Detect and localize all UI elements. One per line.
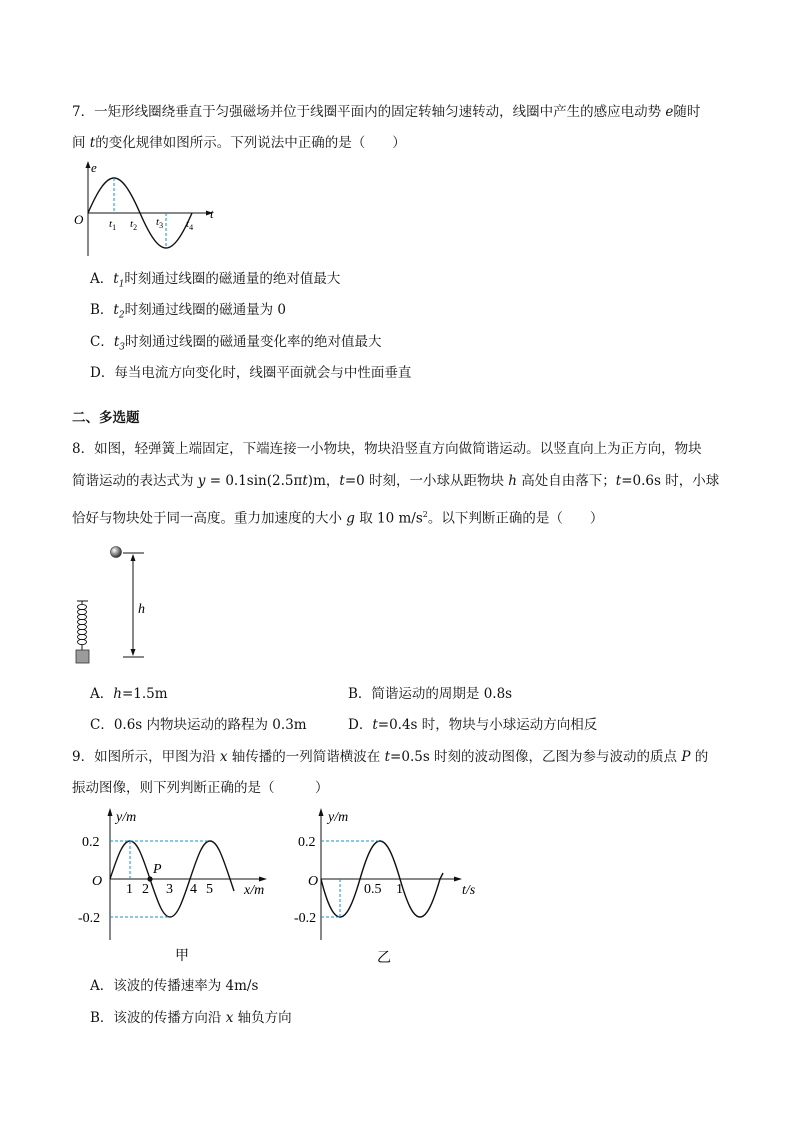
y-axis-label: y/m <box>116 810 137 825</box>
q8-option-b[interactable]: B．简谐运动的周期是 0.8s <box>348 686 513 702</box>
height-label: h <box>138 602 145 617</box>
q7-option-b[interactable]: B．$t_2$时刻通过线圈的磁通量为 0 <box>90 302 286 321</box>
caption-jia: 甲 <box>175 949 189 964</box>
tick-t4: $t_4$ <box>186 218 194 232</box>
tick-t3: $t_3$ <box>156 216 164 230</box>
x-tick-2: 2 <box>142 882 149 897</box>
q9-stem-line1: 9．如图所示，甲图为沿 x 轴传播的一列简谐横波在 t=0.5s 时刻的波动图像，乙图为参与波动的质点 P 的 <box>72 749 709 765</box>
q9-stem-line2: 振动图像，则下列判断正确的是（ ） <box>72 780 329 796</box>
q8-spring-ball-figure <box>70 540 160 670</box>
x-tick-1: 1 <box>126 882 133 897</box>
t-axis-label: t <box>210 206 214 221</box>
x-tick-3: 3 <box>166 882 173 897</box>
x-tick-5: 5 <box>206 882 213 897</box>
y-tick-pos: 0.2 <box>82 835 100 850</box>
e-axis-arrow <box>86 161 91 168</box>
q9-vibration-graph-yi <box>288 805 488 970</box>
section-title-multi-choice: 二、多选题 <box>72 410 140 426</box>
t-axis-label: t/s <box>462 883 476 898</box>
q8-stem-line2: 简谐运动的表达式为 y = 0.1sin(2.5πt)m，t=0 时刻，一小球从距物块 h 高处自由落下；t=0.6s 时，小球 <box>72 473 720 489</box>
origin-label: O <box>308 874 319 889</box>
q7-option-a[interactable]: A．$t_1$时刻通过线圈的磁通量的绝对值最大 <box>90 271 341 290</box>
q7-emf-graph <box>70 158 225 260</box>
origin-label: O <box>92 874 103 889</box>
y-tick-pos: 0.2 <box>298 835 316 850</box>
q7-stem-line1: 7．一矩形线圈绕垂直于匀强磁场并位于线圈平面内的固定转轴匀速转动，线圈中产生的感应电动势 e随时 <box>72 104 701 120</box>
point-p-label: P <box>153 862 162 877</box>
spring-icon <box>78 601 87 650</box>
q9-option-a[interactable]: A．该波的传播速率为 4m/s <box>90 978 259 994</box>
q8-option-d[interactable]: D．t=0.4s 时，物块与小球运动方向相反 <box>348 717 598 733</box>
point-p <box>147 876 152 881</box>
q9-wave-graph-jia <box>78 805 278 970</box>
q8-stem-line1: 8．如图，轻弹簧上端固定，下端连接一小物块，物块沿竖直方向做简谐运动。以竖直向上为正方向，物块 <box>72 441 702 457</box>
y-axis-label: y/m <box>328 810 349 825</box>
q8-stem-line3: 恰好与物块处于同一高度。重力加速度的大小 g 取 10 $m/s^2$。以下判断正确的是（ ） <box>72 510 604 527</box>
t-tick-05: 0.5 <box>364 882 382 897</box>
tick-t1: $t_1$ <box>109 218 117 232</box>
q7-stem-line2: 间 t的变化规律如图所示。下列说法中正确的是（ ） <box>72 135 406 151</box>
e-axis-label: e <box>91 160 97 175</box>
tick-t2: $t_2$ <box>130 218 138 232</box>
ball-icon <box>111 547 122 558</box>
q7-option-d[interactable]: D．每当电流方向变化时，线圈平面就会与中性面垂直 <box>90 365 412 381</box>
q8-option-c[interactable]: C．0.6s 内物块运动的路程为 0.3m <box>90 717 307 733</box>
x-axis-label: x/m <box>244 883 265 898</box>
y-tick-neg: -0.2 <box>78 911 101 926</box>
block-icon <box>76 650 89 663</box>
q8-option-a[interactable]: A．h=1.5m <box>90 686 168 702</box>
x-tick-4: 4 <box>190 882 197 897</box>
y-tick-neg: -0.2 <box>294 911 317 926</box>
q9-option-b[interactable]: B．该波的传播方向沿 x 轴负方向 <box>90 1010 292 1026</box>
origin-label: O <box>74 212 84 227</box>
caption-yi: 乙 <box>377 951 391 966</box>
q7-option-c[interactable]: C．$t_3$时刻通过线圈的磁通量变化率的绝对值最大 <box>90 334 382 353</box>
t-tick-1: 1 <box>396 882 403 897</box>
